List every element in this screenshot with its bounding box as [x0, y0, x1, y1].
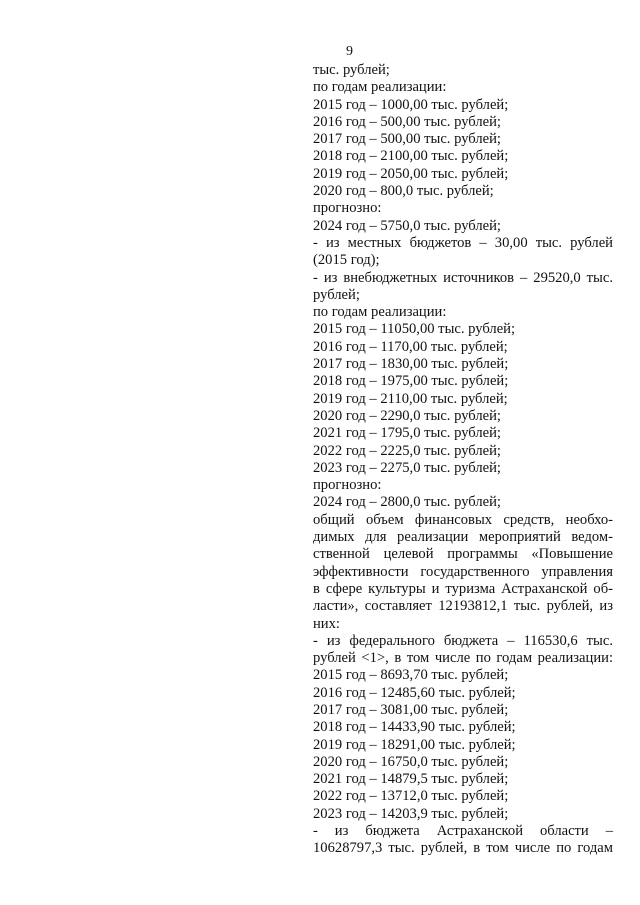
text-line: эффективности государственного управления: [313, 563, 613, 580]
document-body: [313, 62, 613, 858]
text-line: 2017 год – 1830,00 тыс. рублей;: [313, 356, 509, 373]
text-line: 2018 год – 2100,00 тыс. рублей;: [313, 148, 509, 165]
text-line: 2023 год – 2275,0 тыс. рублей;: [313, 459, 501, 476]
text-line: 2022 год – 2225,0 тыс. рублей;: [313, 442, 501, 459]
text-line: тыс. рублей;: [313, 62, 390, 78]
text-line: - из местных бюджетов – 30,00 тыс. рублей: [313, 234, 613, 251]
text-line: 2018 год – 1975,00 тыс. рублей;: [313, 373, 509, 390]
text-line: 2017 год – 500,00 тыс. рублей;: [313, 131, 501, 148]
text-line: рублей;: [313, 286, 360, 303]
text-line: - из федерального бюджета – 116530,6 тыс.: [313, 632, 613, 649]
text-line: прогнозно:: [313, 477, 382, 494]
text-line: 2015 год – 8693,70 тыс. рублей;: [313, 667, 509, 684]
text-line: прогнозно:: [313, 200, 382, 217]
text-line: ственной целевой программы «Повышение: [313, 546, 613, 563]
text-line: 2020 год – 2290,0 тыс. рублей;: [313, 407, 501, 424]
text-line: 2018 год – 14433,90 тыс. рублей;: [313, 719, 516, 736]
text-line: в сфере культуры и туризма Астраханской об-: [313, 580, 613, 597]
text-line: 2022 год – 13712,0 тыс. рублей;: [313, 788, 509, 805]
text-line: них:: [313, 615, 340, 632]
text-line: - из бюджета Астраханской области –: [313, 823, 613, 840]
text-line: 2021 год – 14879,5 тыс. рублей;: [313, 771, 509, 788]
text-line: (2015 год);: [313, 252, 380, 269]
text-line: 2020 год – 16750,0 тыс. рублей;: [313, 753, 509, 770]
text-line: - из внебюджетных источников – 29520,0 тыс.: [313, 269, 613, 286]
text-line: 2017 год – 3081,00 тыс. рублей;: [313, 701, 509, 718]
page-number: 9: [346, 44, 353, 59]
text-line: по годам реализации:: [313, 79, 447, 96]
text-line: 2019 год – 18291,00 тыс. рублей;: [313, 736, 516, 753]
text-line: 2016 год – 1170,00 тыс. рублей;: [313, 338, 508, 355]
text-line: 2015 год – 11050,00 тыс. рублей;: [313, 321, 516, 338]
text-line: 2016 год – 500,00 тыс. рублей;: [313, 113, 501, 130]
text-line: 2019 год – 2110,00 тыс. рублей;: [313, 390, 508, 407]
text-line: 2023 год – 14203,9 тыс. рублей;: [313, 805, 509, 822]
text-line: ласти», составляет 12193812,1 тыс. рублей, из: [313, 598, 613, 615]
text-line: 2024 год – 5750,0 тыс. рублей;: [313, 217, 501, 234]
text-line: 2019 год – 2050,00 тыс. рублей;: [313, 165, 509, 182]
text-line: 2024 год – 2800,0 тыс. рублей;: [313, 494, 501, 511]
text-line: по годам реализации:: [313, 304, 447, 321]
text-line: 2020 год – 800,0 тыс. рублей;: [313, 183, 494, 200]
text-line: рублей <1>, в том числе по годам реализации:: [313, 650, 613, 667]
text-line: димых для реализации мероприятий ведом-: [313, 529, 613, 546]
text-line: 2015 год – 1000,00 тыс. рублей;: [313, 96, 509, 113]
text-line: 10628797,3 тыс. рублей, в том числе по годам: [313, 840, 613, 857]
text-line: общий объем финансовых средств, необхо-: [313, 511, 613, 528]
text-line: 2021 год – 1795,0 тыс. рублей;: [313, 425, 501, 442]
text-line: 2016 год – 12485,60 тыс. рублей;: [313, 684, 516, 701]
